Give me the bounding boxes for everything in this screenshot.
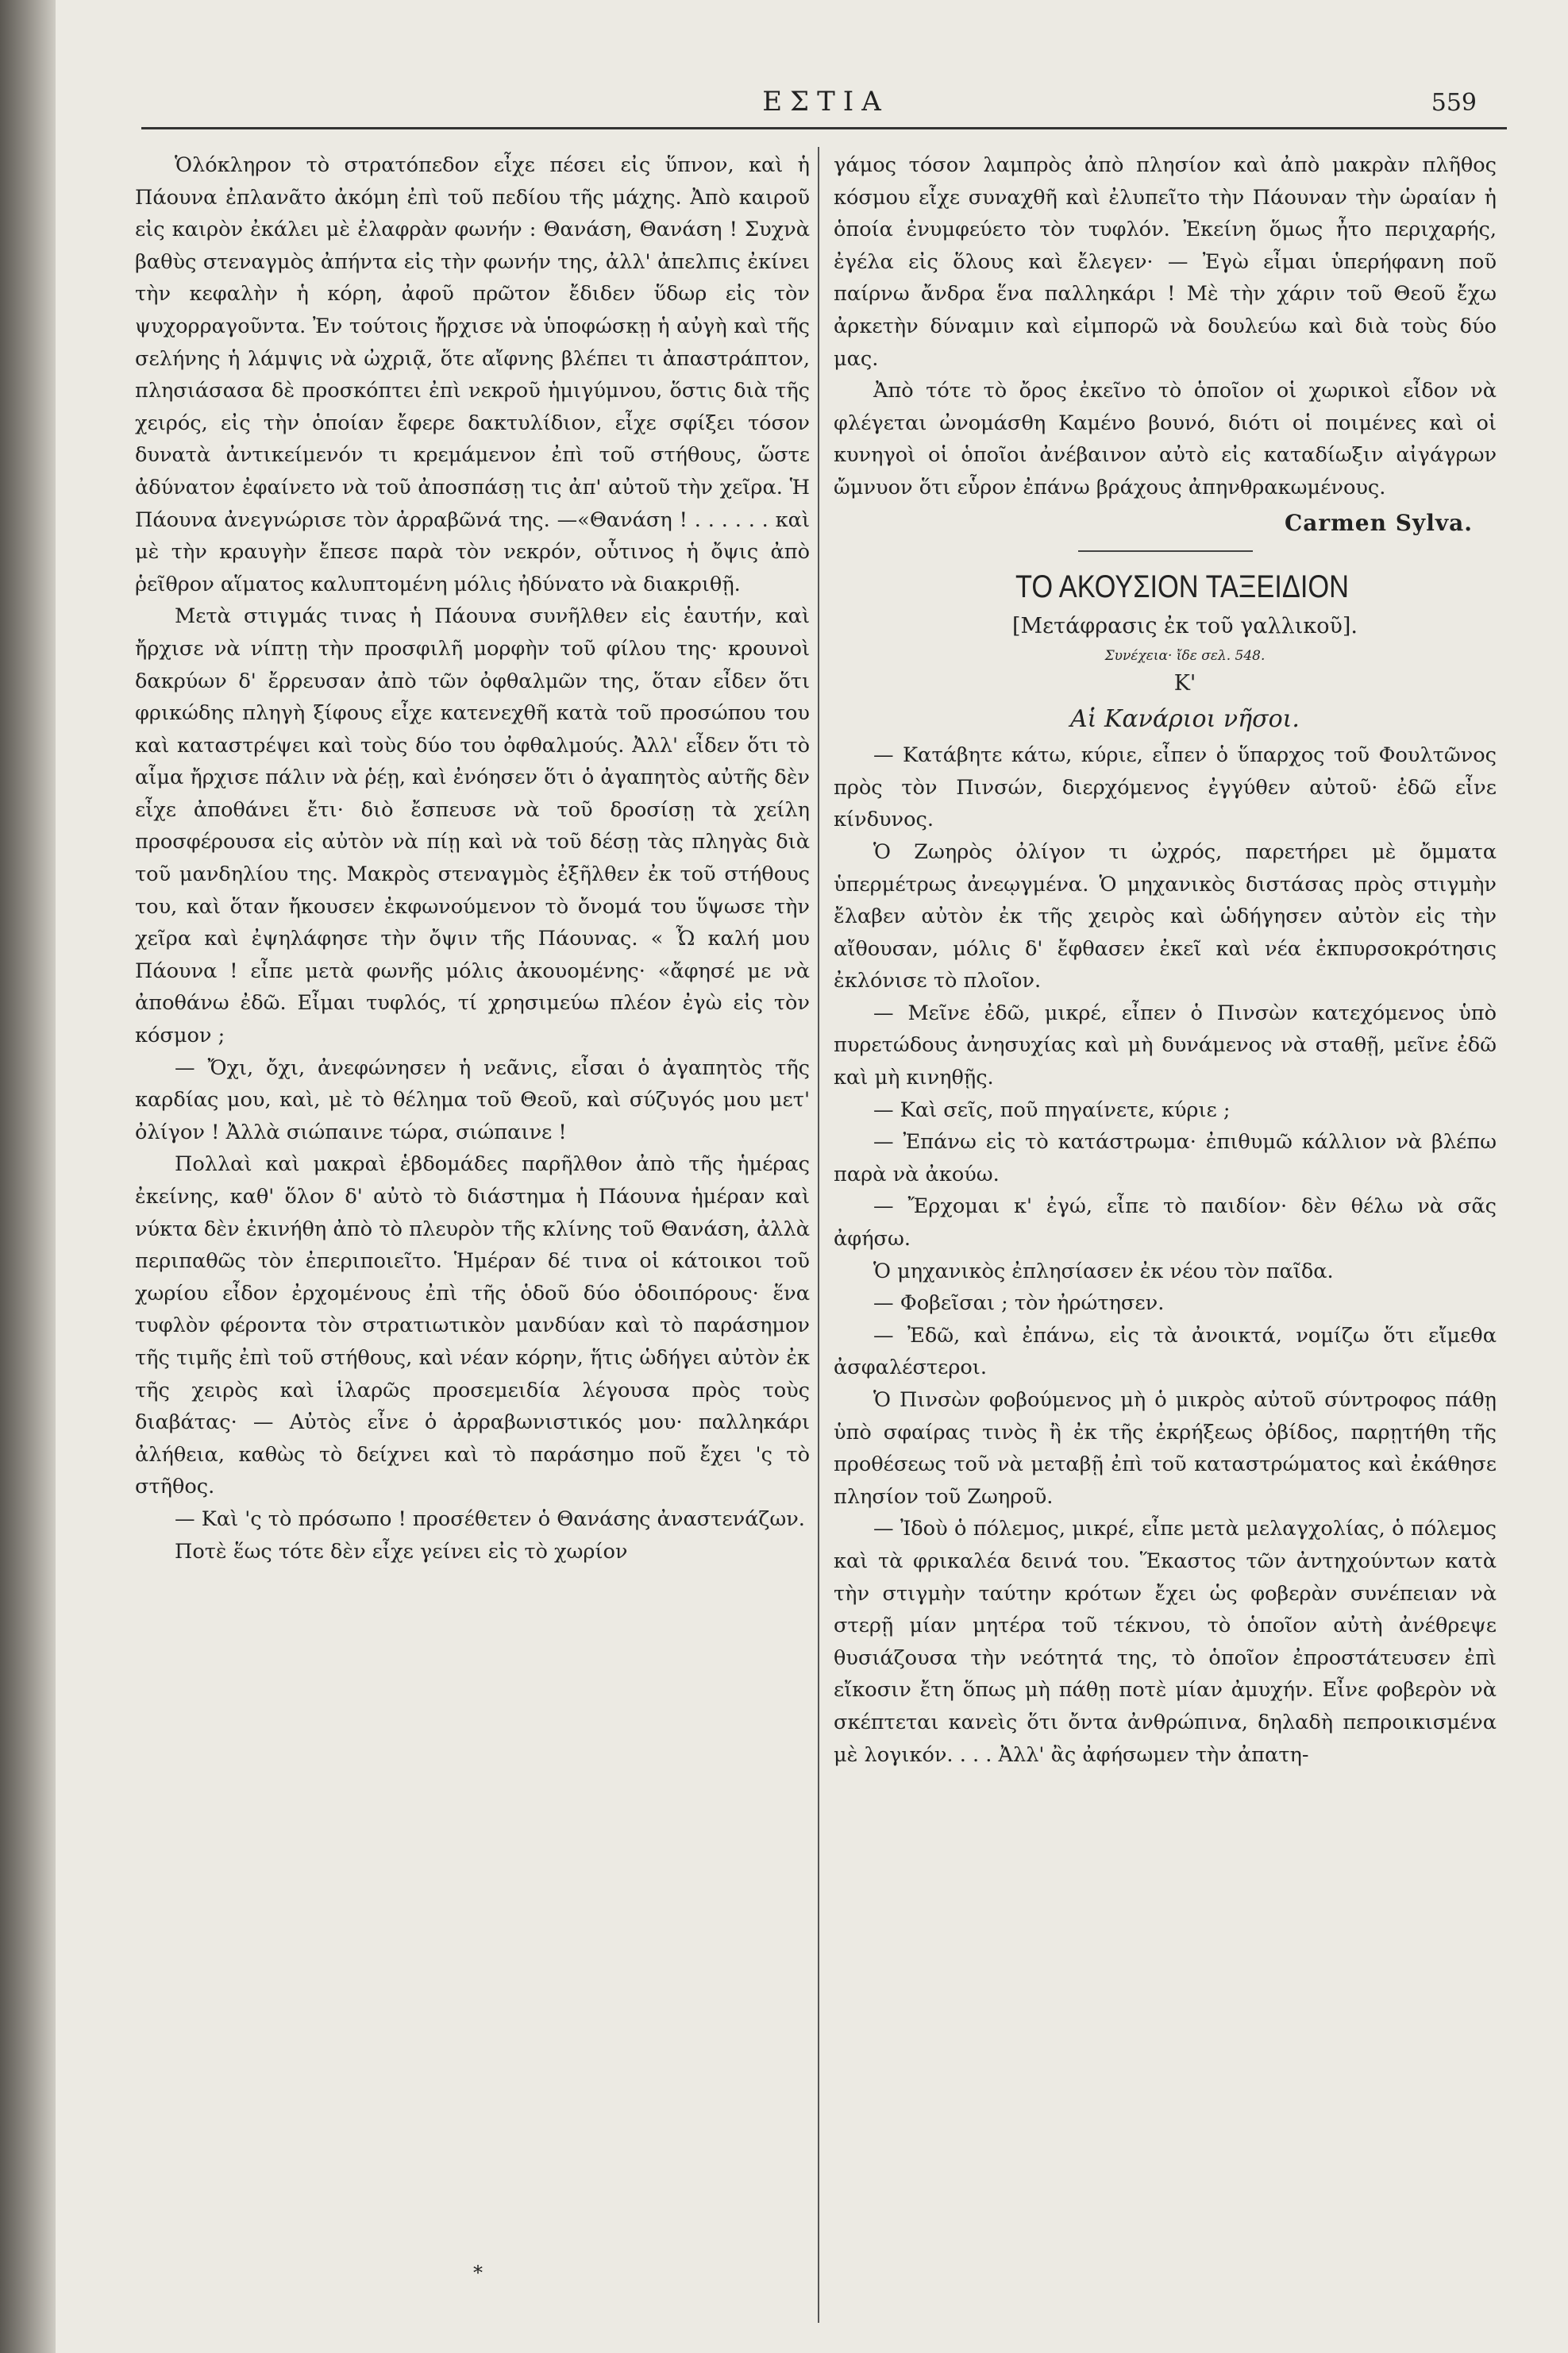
binding-shadow [0, 0, 56, 2353]
right-column [834, 149, 1497, 1771]
continuation-note: Συνέχεια· ἴδε σελ. 548. [1104, 648, 1266, 665]
left-paragraph-4: Πολλαὶ καὶ μακραὶ ἑβδομάδες παρῆλθον ἀπὸ τῆς ἡμέρας ἐκείνης, καθ' ὅλον δ' αὐτὸ τὸ διάστημα ἡ Πάουνα ἡμέραν καὶ νύκτα δὲν ἐκινήθη ἀπὸ τὸ πλευρὸν τῆς κλίνης τοῦ Θανάση, ἀλλὰ περιπαθῶς τὸν ἐπεριποιεῖτο. Ἡμέραν δέ τινα οἱ κάτοικοι τοῦ χωρίου εἶδον ἐρχομένους ἐπὶ τῆς ὁδοῦ δύο ὁδοιπόρους· ἕνα τυφλὸν φέροντα τὸν στρατιωτικὸν μανδύαν καὶ τὸ παράσημον τῆς τιμῆς ἐπὶ τοῦ στήθους, καὶ νέαν κόρην, ἥτις ὡδήγει αὐτὸν ἐκ τῆς χειρὸς καὶ ἱλαρῶς προσεμειδία λέγουσα πρὸς τοὺς διαβάτας· — Αὐτὸς εἶνε ὁ ἀρραβωνιστικός μου· παλληκάρι ἀλήθεια, καθὼς τὸ δείχνει καὶ τὸ παράσημο ποῦ ἔχει 'ς τὸ στῆθος. [135, 1152, 810, 1499]
left-paragraph-2: Μετὰ στιγμάς τινας ἡ Πάουνα συνῆλθεν εἰς ἑαυτήν, καὶ ἤρχισε νὰ νίπτῃ τὴν προσφιλῆ μορφὴν τοῦ φίλου της· κρουνοὶ δακρύων δ' ἔρρευσαν ἀπὸ τῶν ὀφθαλμῶν της, ὅταν εἶδεν ὅτι φρικώδης πληγὴ ξίφους εἶχε κατενεχθῆ κατὰ τοῦ προσώπου του καὶ καταστρέψει καὶ τοὺς δύο του ὀφθαλμούς. Ἀλλ' εἶδεν ὅτι τὸ αἷμα ἤρχισε πάλιν νὰ ῥέῃ, καὶ ἐνόησεν ὅτι ὁ ἀγαπητὸς αὐτῆς δὲν εἶχε ἀποθάνει ἔτι· διὸ ἔσπευσε νὰ τοῦ δροσίσῃ τὰ χείλη προσφέρουσα εἰς αὐτὸν νὰ πίῃ καὶ νὰ τοῦ δέσῃ τὰς πληγὰς διὰ τοῦ μανδηλίου της. Μακρὸς στεναγμὸς ἐξῆλθεν ἐκ τοῦ στήθους του, καὶ ὅταν ἤκουσεν ἐκφωνούμενον τὸ ὄνομά του ὕψωσε τὴν χεῖρα καὶ ἐψηλάφησε τὴν ὄψιν τῆς Πάουνας. « Ὦ καλή μου Πάουνα ! εἶπε μετὰ φωνῆς μόλις ἀκουομένης· «ἄφησέ με νὰ ἀποθάνω ἐδῶ. Εἶμαι τυφλός, τί χρησιμεύω πλέον ἐγὼ εἰς τὸν κόσμον ; [135, 604, 810, 1048]
right-paragraph-7: Ὁ μηχανικὸς ἐπλησίασεν ἐκ νέου τὸν παῖδα. [873, 1259, 1334, 1283]
right-paragraph-9: — Ἐδῶ, καὶ ἐπάνω, εἰς τὰ ἀνοικτά, νομίζω ὅτι εἴμεθα ἀσφαλέστεροι. [834, 1323, 1497, 1380]
right-paragraph-5: — Ἐπάνω εἰς τὸ κατάστρωμα· ἐπιθυμῶ κάλλιον νὰ βλέπω παρὰ νὰ ἀκούω. [834, 1130, 1497, 1186]
right-paragraph-3: — Μεῖνε ἐδῶ, μικρέ, εἶπεν ὁ Πινσὼν κατεχόμενος ὑπὸ πυρετώδους ἀνησυχίας καὶ μὴ δυνάμενος νὰ σταθῇ, μεῖνε ἐδῶ καὶ μὴ κινηθῇς. [834, 1001, 1497, 1090]
left-paragraph-1: Ὁλόκληρον τὸ στρατόπεδον εἶχε πέσει εἰς ὕπνον, καὶ ἡ Πάουνα ἐπλανᾶτο ἀκόμη ἐπὶ τοῦ πεδίου τῆς μάχης. Ἀπὸ καιροῦ εἰς καιρὸν ἐκάλει μὲ ἐλαφρὰν φωνήν : Θανάση, Θανάση ! Συχνὰ βαθὺς στεναγμὸς ἀπήντα εἰς τὴν φωνήν της, ἀλλ' ἀπελπις ἐκίνει τὴν κεφαλὴν ἡ κόρη, ἀφοῦ πρῶτον ἔδιδεν ὕδωρ εἰς τὸν ψυχορραγοῦντα. Ἐν τούτοις ἤρχισε νὰ ὑποφώσκῃ ἡ αὐγὴ καὶ τῆς σελήνης ἡ λάμψις νὰ ὠχριᾷ, ὅτε αἴφνης βλέπει τι ἀπαστράπτον, πλησιάσασα δὲ προσκόπτει ἐπὶ νεκροῦ ἡμιγύμνου, ὅστις διὰ τῆς χειρός, εἰς τὴν ὁποίαν ἔφερε δακτυλίδιον, εἶχε σφίξει τόσον δυνατὰ ἀντικείμενόν τι κρεμάμενον ἐπὶ τοῦ στήθους, ὥστε ἀδύνατον ἐφαίνετο νὰ τοῦ ἀποσπάσῃ τις ἀπ' αὐτοῦ τὴν χεῖρα. Ἡ Πάουνα ἀνεγνώρισε τὸν ἀρραβῶνά της. —«Θανάση ! . . . . . . καὶ μὲ τὴν κραυγὴν ἔπεσε παρὰ τὸν νεκρόν, οὗτινος ἡ ὄψις ἀπὸ ῥεῖθρον αἵματος καλυπτομένη μόλις ἠδύνατο νὰ διακριθῇ. [135, 153, 810, 596]
right-paragraph-4: — Καὶ σεῖς, ποῦ πηγαίνετε, κύριε ; [873, 1097, 1231, 1122]
translation-note: [Μετάφρασις ἐκ τοῦ γαλλικοῦ]. [1011, 614, 1358, 639]
journal-title: ΕΣΤΙΑ [762, 86, 889, 118]
chapter-title: Αἱ Κανάριοι νῆσοι. [1070, 705, 1300, 734]
right-paragraph-11: — Ἰδοὺ ὁ πόλεμος, μικρέ, εἶπε μετὰ μελαγχολίας, ὁ πόλεμος καὶ τὰ φρικαλέα δεινά του. Ἕκαστος τῶν ἀντηχούντων κατὰ τὴν στιγμὴν ταύτην κρότων ἔχει ὡς φοβερὰν συνέπειαν νὰ στερῇ μίαν μητέρα τοῦ τέκνου, τὸ ὁποῖον αὐτὴ ἀνέθρεψε θυσιάζουσα τὴν νεότητά της, τὸ ὁποῖον ἐπροστάτευσεν ἐπὶ εἴκοσιν ἔτη ὅπως μὴ πάθῃ ποτὲ μίαν ἀμυχήν. Εἶνε φοβερὸν νὰ σκέπτεται κανεὶς ὅτι ὄντα ἀνθρώπινα, δηλαδὴ πεπροικισμένα μὲ λογικόν. . . . Ἀλλ' ἂς ἀφήσωμεν τὴν ἀπατη- [834, 1517, 1497, 1767]
story-final-paragraph: Ἀπὸ τότε τὸ ὄρος ἐκεῖνο τὸ ὁποῖον οἱ χωρικοὶ εἶδον νὰ φλέγεται ὠνομάσθη Καμένο βουνό, διότι οἱ ποιμένες καὶ οἱ κυνηγοὶ οἱ ὁποῖοι ἀνέβαινον αὐτὸ εἰς καταδίωξιν αἰγάγρων ὤμνυον ὅτι εὗρον ἐπάνω βράχους ἀπηνθρακωμένους. [834, 379, 1497, 500]
section-divider [1078, 550, 1253, 552]
header-rule [141, 127, 1507, 129]
left-paragraph-5: — Καὶ 'ς τὸ πρόσωπο ! προσέθετεν ὁ Θανάσης ἀναστενάζων. [175, 1506, 805, 1531]
column-divider [818, 147, 819, 2323]
story-continuation-paragraph: γάμος τόσον λαμπρὸς ἀπὸ πλησίον καὶ ἀπὸ μακρὰν πλῆθος κόσμου εἶχε συναχθῆ καὶ ἐλυπεῖτο τὴν Πάουναν τὴν ὡραίαν ἡ ὁποία ἐνυμφεύετο τὸν τυφλόν. Ἐκείνη ὅμως ἦτο περιχαρής, ἐγέλα εἰς ὅλους καὶ ἔλεγεν· — Ἐγὼ εἶμαι ὑπερήφανη ποῦ παίρνω ἄνδρα ἕνα παλληκάρι ! Μὲ τὴν χάριν τοῦ Θεοῦ ἔχω ἀρκετὴν δύναμιν καὶ εἰμπορῶ νὰ δουλεύω καὶ διὰ τοὺς δύο μας. [834, 153, 1497, 371]
author-signature: Carmen Sylva. [1284, 509, 1473, 536]
right-paragraph-8: — Φοβεῖσαι ; τὸν ἠρώτησεν. [873, 1291, 1165, 1316]
right-paragraph-1: — Κατάβητε κάτω, κύριε, εἶπεν ὁ ὕπαρχος τοῦ Φουλτῶνος πρὸς τὸν Πινσών, διερχόμενος ἐγγύθεν αὐτοῦ· ἐδῶ εἶνε κίνδυνος. [834, 743, 1497, 832]
article-title: ΤΟ ΑΚΟΥΣΙΟΝ ΤΑΞΕΙΔΙΟΝ [1015, 569, 1349, 605]
left-column [135, 149, 810, 1568]
right-paragraph-6: — Ἔρχομαι κ' ἐγώ, εἶπε τὸ παιδίον· δὲν θέλω νὰ σᾶς ἀφήσω. [834, 1194, 1497, 1252]
page-number: 559 [1431, 89, 1477, 117]
chapter-number: Κ' [1173, 671, 1196, 696]
footer-asterisk: * [473, 2262, 483, 2284]
right-paragraph-2: Ὁ Ζωηρὸς ὀλίγον τι ὠχρός, παρετήρει μὲ ὄμματα ὑπερμέτρως ἀνεῳγμένα. Ὁ μηχανικὸς διστάσας πρὸς στιγμὴν ἔλαβεν αὐτὸν ἐκ τῆς χειρὸς καὶ ὡδήγησεν αὐτὸν εἰς τὴν αἴθουσαν, μόλις δ' ἔφθασεν ἐκεῖ καὶ νέα ἐκπυρσοκρότησις ἐκλόνισε τὸ πλοῖον. [834, 839, 1497, 993]
left-paragraph-3: — Ὄχι, ὄχι, ἀνεφώνησεν ἡ νεᾶνις, εἶσαι ὁ ἀγαπητὸς τῆς καρδίας μου, καὶ, μὲ τὸ θέλημα τοῦ Θεοῦ, καὶ σύζυγός μου μετ' ὀλίγον ! Ἀλλὰ σιώπαινε τώρα, σιώπαινε ! [135, 1055, 810, 1144]
left-paragraph-6: Ποτὲ ἕως τότε δὲν εἶχε γείνει εἰς τὸ χωρίον [175, 1539, 628, 1564]
right-paragraph-10: Ὁ Πινσὼν φοβούμενος μὴ ὁ μικρὸς αὐτοῦ σύντροφος πάθῃ ὑπὸ σφαίρας τινὸς ἢ ἐκ τῆς ἐκρήξεως ὀβίδος, παρῃτήθη τῆς προθέσεως τοῦ νὰ μεταβῇ ἐπὶ τοῦ καταστρώματος καὶ ἐκάθησε πλησίον τοῦ Ζωηροῦ. [834, 1388, 1497, 1509]
